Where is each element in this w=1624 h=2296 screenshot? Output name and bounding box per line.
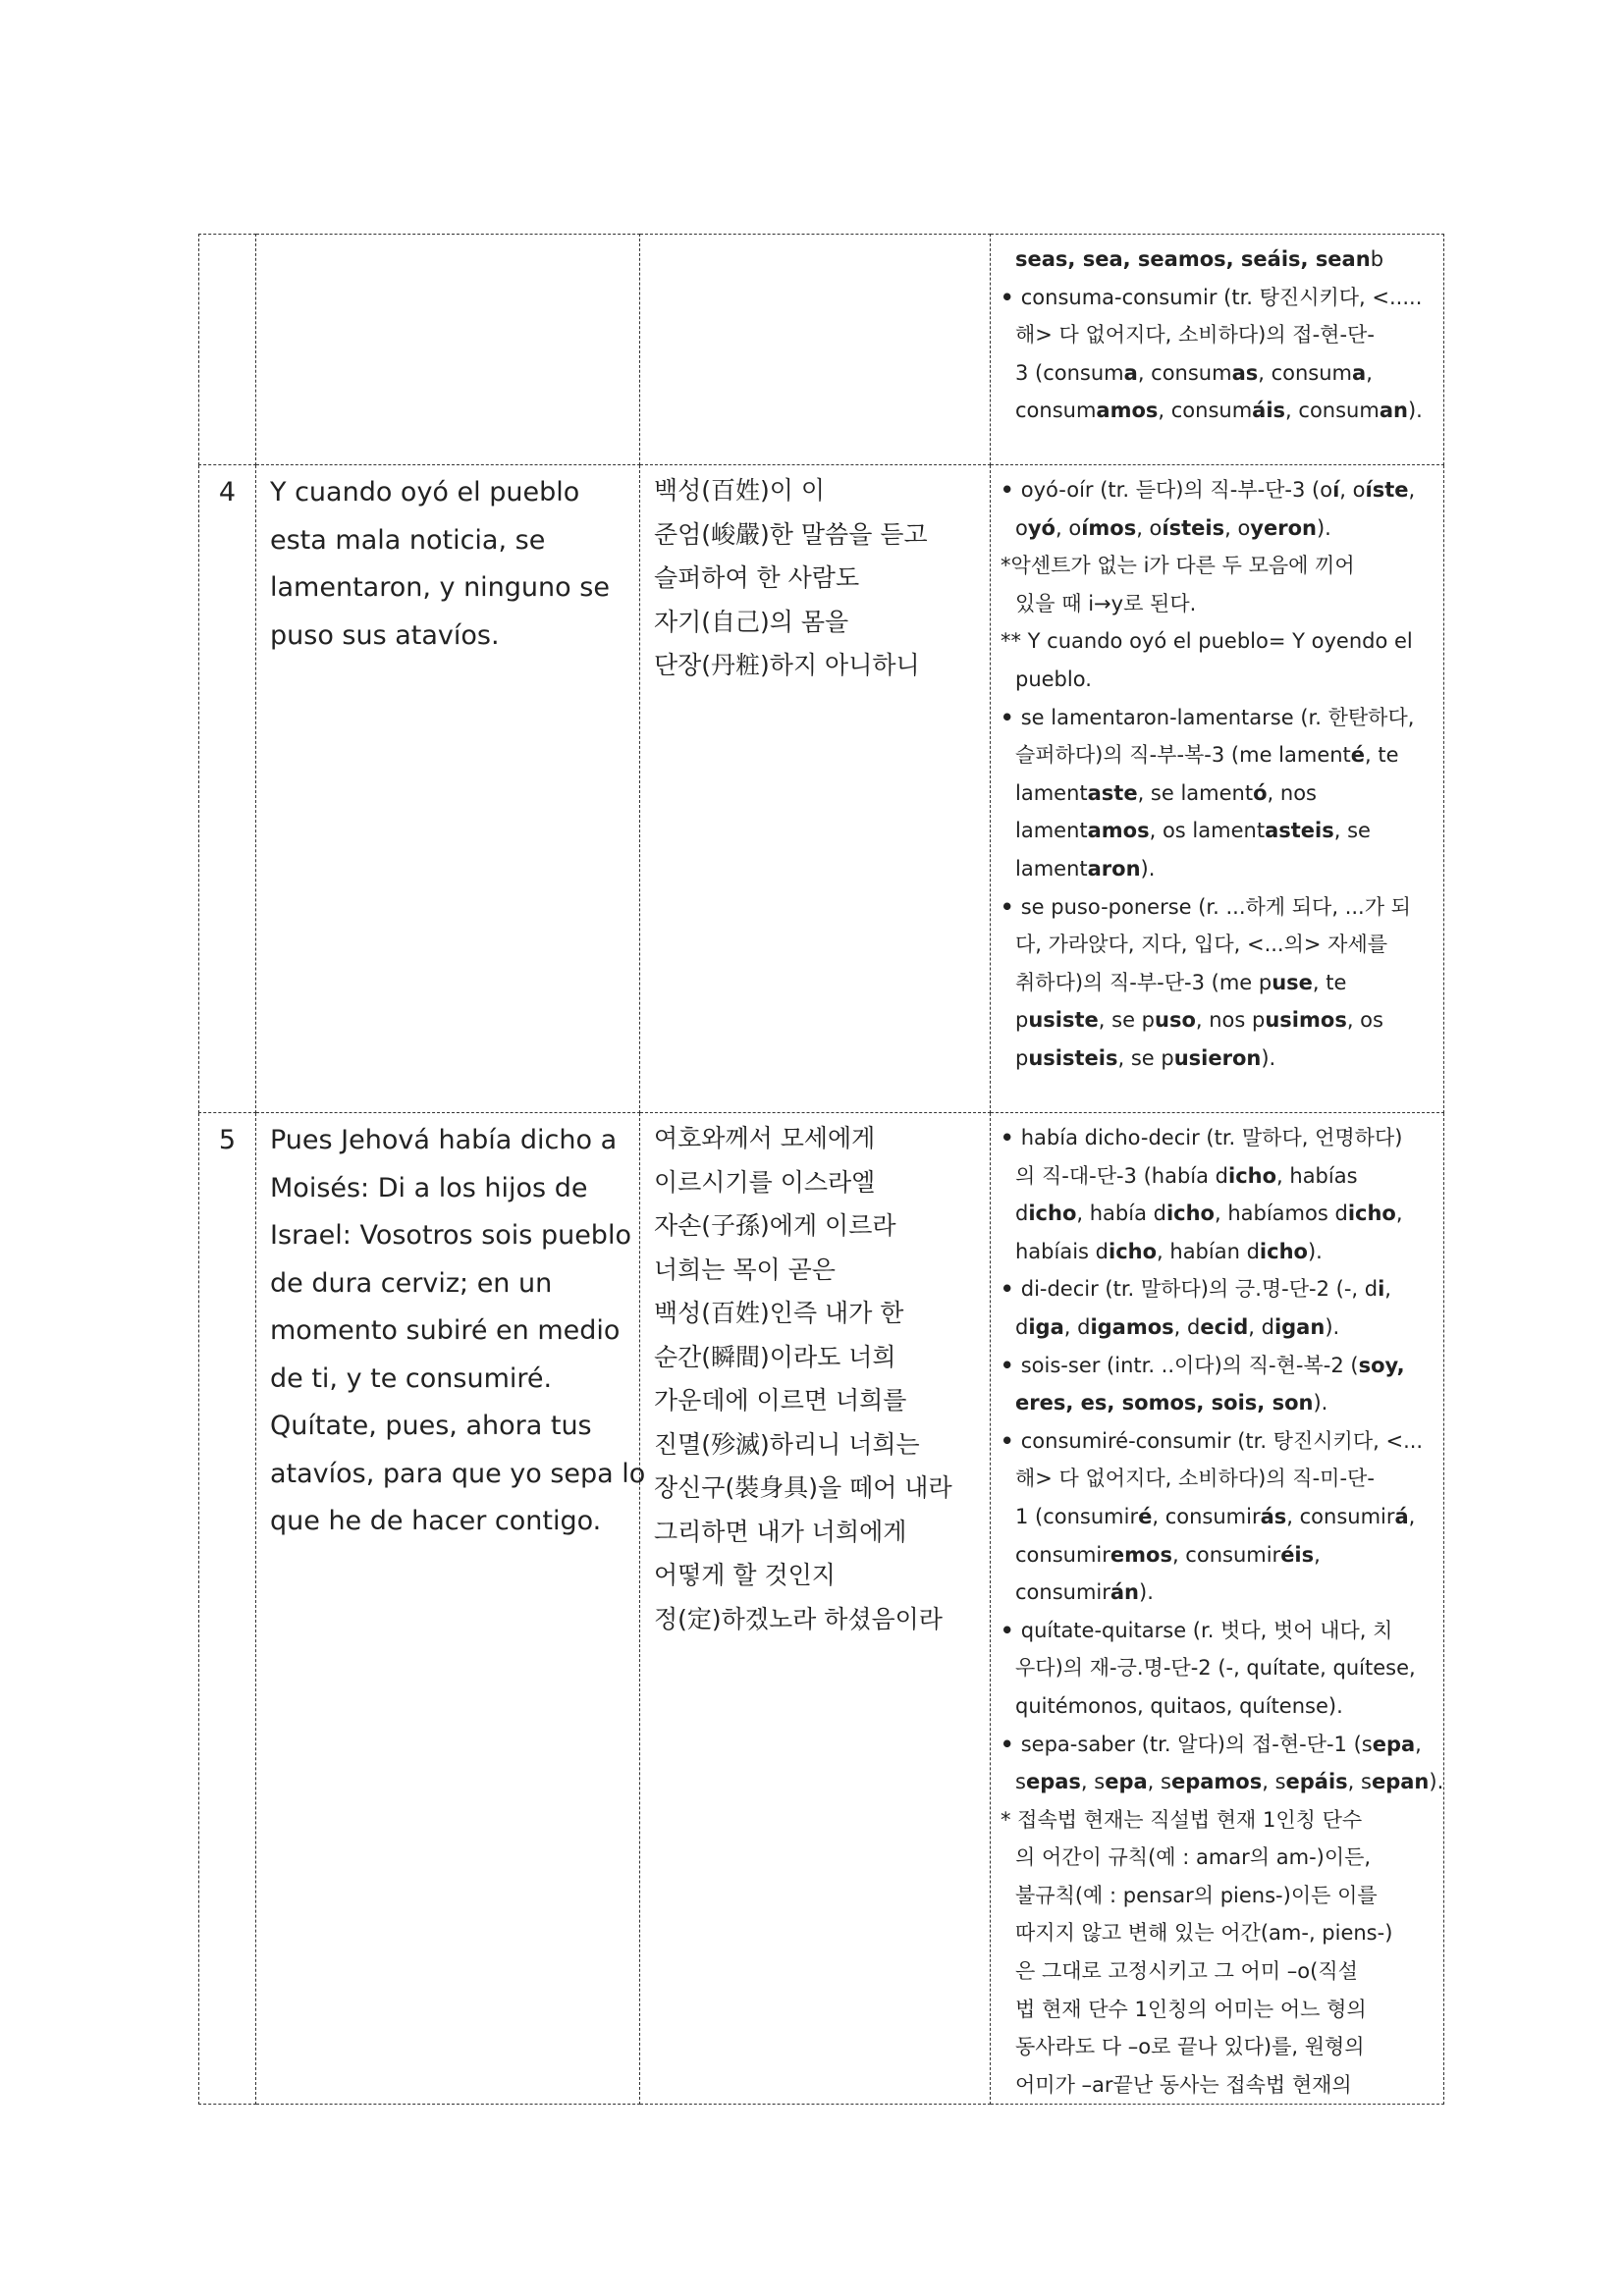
- note-line: 슬퍼하다)의 직-부-복-3 (me lamenté, te: [1015, 743, 1399, 768]
- note-line: consumiremos, consumiréis,: [1015, 1542, 1321, 1567]
- note-line: pusiste, se puso, nos pusimos, os: [1015, 1008, 1383, 1033]
- korean-line: 여호와께서 모세에게: [654, 1124, 876, 1152]
- vocabulary-table: [198, 234, 1444, 2105]
- note-line: 어미가 –ar끝난 동사는 접속법 현재의: [1015, 2072, 1352, 2097]
- korean-line: 준엄(峻嚴)한 말씀을 듣고: [654, 519, 928, 549]
- korean-line: 이르시기를 이스라엘: [654, 1167, 876, 1197]
- korean-line: 슬퍼하여 한 사람도: [654, 563, 860, 592]
- spanish-text: [256, 1113, 646, 2105]
- note-line: sepas, sepa, sepamos, sepáis, sepan).: [1015, 1770, 1444, 1794]
- korean-text: [640, 465, 991, 1113]
- note-line: *악센트가 없는 i가 다른 두 모음에 끼어: [1001, 554, 1355, 578]
- note-line: 따지지 않고 변해 있는 어간(am-, piens-): [1015, 1921, 1393, 1946]
- note-line: 동사라도 다 –o로 끝나 있다)를, 원형의: [1015, 2035, 1365, 2059]
- grammar-notes: [991, 465, 1444, 1113]
- note-line: 우다)의 재-긍.명-단-2 (-, quítate, quítese,: [1015, 1656, 1416, 1681]
- korean-text: [640, 235, 991, 465]
- note-line: 해> 다 없어지다, 소비하다)의 접-현-단-: [1015, 323, 1375, 347]
- korean-line: 가운데에 이르면 너희를: [654, 1386, 907, 1415]
- note-line: * 접속법 현재는 직설법 현재 1인칭 단수: [1001, 1807, 1363, 1832]
- table-row: [199, 465, 1444, 1113]
- korean-line: 단장(丹粧)하지 아니하니: [654, 651, 920, 679]
- note-line: • di-decir (tr. 말하다)의 긍.명-단-2 (-, di,: [1001, 1277, 1391, 1302]
- korean-line: 백성(百姓)인즉 내가 한: [654, 1299, 904, 1327]
- note-line: • oyó-oír (tr. 듣다)의 직-부-단-3 (oí, oíste,: [1001, 478, 1416, 502]
- note-line: lamentamos, os lamentasteis, se: [1015, 819, 1371, 843]
- note-line: 있을 때 i→y로 된다.: [1015, 591, 1197, 615]
- table-row: [199, 1113, 1444, 2105]
- korean-line: 어떻게 할 것인지: [654, 1561, 836, 1589]
- spanish-line: momento subiré en medio: [270, 1315, 621, 1346]
- spanish-line: Israel: Vosotros sois pueblo: [270, 1220, 631, 1251]
- korean-line: 순간(瞬間)이라도 너희: [654, 1342, 896, 1371]
- note-line: consumamos, consumáis, consuman).: [1015, 399, 1423, 423]
- note-line: • se puso-ponerse (r. ...하게 되다, ...가 되: [1001, 894, 1411, 919]
- note-line: eres, es, somos, sois, son).: [1015, 1391, 1328, 1415]
- spanish-line: atavíos, para que yo sepa lo: [270, 1458, 646, 1489]
- korean-line: 장신구(裝身具)을 떼어 내라: [654, 1473, 952, 1502]
- note-line: 은 그대로 고정시키고 그 어미 –o(직설: [1015, 1959, 1358, 1984]
- verse-number: 5: [199, 1113, 256, 2105]
- korean-text: [640, 1113, 991, 2105]
- grammar-notes: [991, 235, 1444, 465]
- note-line: 불규칙(예 : pensar의 piens-)이든 이를: [1015, 1883, 1378, 1907]
- note-line: pusisteis, se pusieron).: [1015, 1045, 1276, 1070]
- note-line: seas, sea, seamos, seáis, seanb: [1015, 247, 1384, 271]
- note-line: • consumiré-consumir (tr. 탕진시키다, <...: [1001, 1428, 1424, 1453]
- note-line: 취하다)의 직-부-단-3 (me puse, te: [1015, 970, 1347, 994]
- note-line: 의 직-대-단-3 (había dicho, habías: [1015, 1163, 1358, 1188]
- note-line: lamentaste, se lamentó, nos: [1015, 780, 1317, 805]
- verse-number: 4: [199, 465, 256, 1113]
- spanish-line: puso sus atavíos.: [270, 619, 500, 651]
- note-line: lamentaron).: [1015, 856, 1156, 881]
- note-line: • se lamentaron-lamentarse (r. 한탄하다,: [1001, 705, 1415, 729]
- korean-line: 너희는 목이 곧은: [654, 1255, 836, 1284]
- note-line: dicho, había dicho, habíamos dicho,: [1015, 1201, 1403, 1226]
- table-body: [199, 235, 1444, 2105]
- verse-number: [199, 235, 256, 465]
- note-line: • quítate-quitarse (r. 벗다, 벗어 내다, 치: [1001, 1618, 1393, 1642]
- note-line: • sois-ser (intr. ..이다)의 직-현-복-2 (soy,: [1001, 1353, 1405, 1377]
- spanish-line: de dura cerviz; en un: [270, 1267, 553, 1299]
- note-line: ** Y cuando oyó el pueblo= Y oyendo el: [1001, 629, 1413, 654]
- korean-line: 진멸(殄滅)하리니 너희는: [654, 1429, 920, 1459]
- note-line: diga, digamos, decid, digan).: [1015, 1314, 1340, 1339]
- note-line: 1 (consumiré, consumirás, consumirá,: [1015, 1504, 1416, 1528]
- spanish-line: lamentaron, y ninguno se: [270, 572, 610, 603]
- spanish-text: [256, 465, 640, 1113]
- spanish-line: Y cuando oyó el pueblo: [270, 477, 580, 507]
- note-line: • había dicho-decir (tr. 말하다, 언명하다): [1001, 1126, 1403, 1149]
- note-line: 3 (consuma, consumas, consuma,: [1015, 360, 1373, 385]
- note-line: 법 현재 단수 1인칭의 어미는 어느 형의: [1015, 1997, 1367, 2021]
- korean-line: 자기(自己)의 몸을: [654, 607, 849, 636]
- note-line: 의 어간이 규칙(예 : amar의 am-)이든,: [1015, 1845, 1372, 1870]
- spanish-line: esta mala noticia, se: [270, 524, 546, 556]
- spanish-line: Quítate, pues, ahora tus: [270, 1411, 592, 1441]
- note-line: pueblo.: [1015, 667, 1092, 691]
- note-line: consumirán).: [1015, 1580, 1154, 1605]
- grammar-notes: [991, 1113, 1444, 2105]
- table-row: [199, 235, 1444, 465]
- spanish-text: [256, 235, 640, 465]
- korean-line: 그리하면 내가 너희에게: [654, 1517, 907, 1546]
- spanish-line: Pues Jehová había dicho a: [270, 1125, 618, 1155]
- note-line: • consuma-consumir (tr. 탕진시키다, <.....: [1001, 285, 1423, 309]
- korean-line: 백성(百姓)이 이: [654, 476, 826, 505]
- korean-line: 자손(子孫)에게 이르라: [654, 1211, 896, 1240]
- note-line: quitémonos, quitaos, quítense).: [1015, 1693, 1343, 1718]
- spanish-line: de ti, y te consumiré.: [270, 1362, 553, 1394]
- note-line: habíais dicho, habían dicho).: [1015, 1239, 1323, 1263]
- note-line: • sepa-saber (tr. 알다)의 접-현-단-1 (sepa,: [1001, 1732, 1422, 1756]
- note-line: oyó, oímos, oísteis, oyeron).: [1015, 515, 1331, 540]
- note-line: 다, 가라앉다, 지다, 입다, <...의> 자세를: [1015, 933, 1388, 957]
- spanish-line: Moisés: Di a los hijos de: [270, 1172, 588, 1203]
- spanish-line: que he de hacer contigo.: [270, 1506, 602, 1536]
- note-line: 해> 다 없어지다, 소비하다)의 직-미-단-: [1015, 1467, 1375, 1491]
- korean-line: 정(定)하겠노라 하셨음이라: [654, 1604, 943, 1633]
